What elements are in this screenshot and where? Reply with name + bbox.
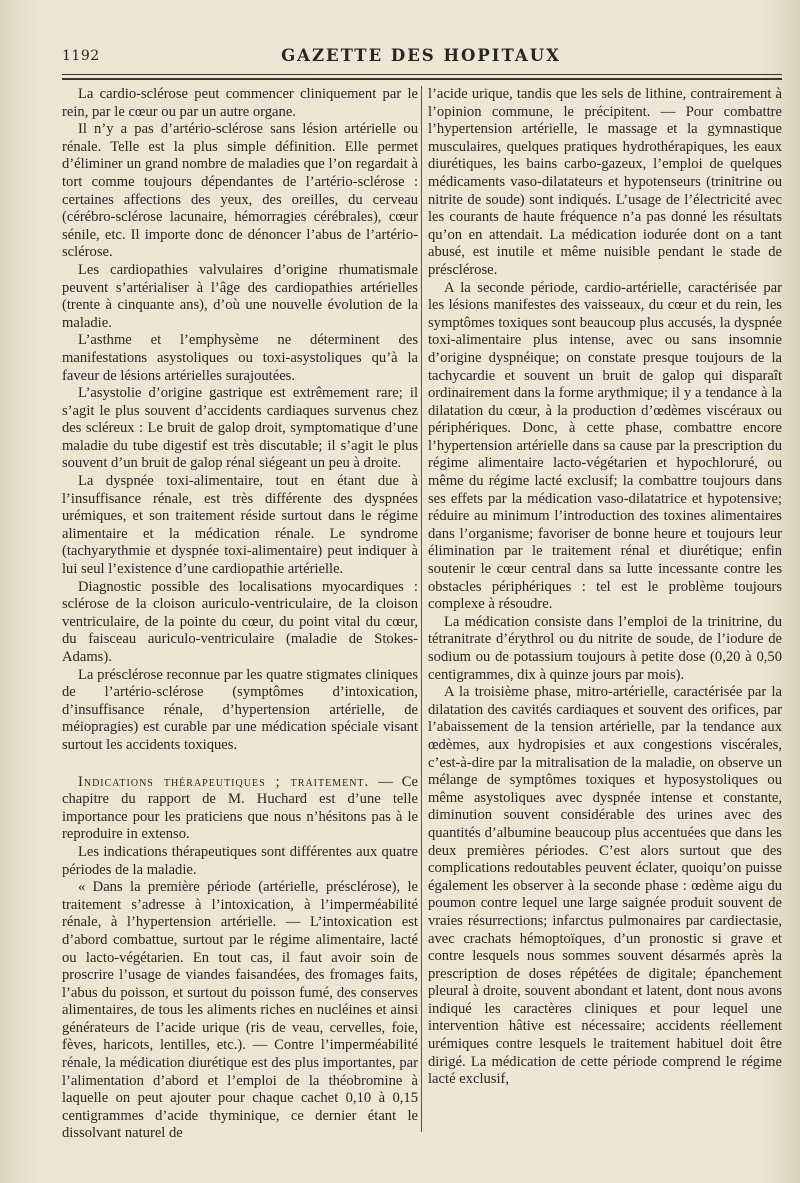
- running-title: GAZETTE DES HOPITAUX: [281, 46, 561, 65]
- page-header: [62, 46, 780, 72]
- section-heading-text: — Ce chapitre du rapport de M. Huchard est d’une telle importance pour les praticiens que nous n’hésitons pas à le reproduire in extenso.: [62, 773, 418, 843]
- paragraph: La dyspnée toxi-alimentaire, tout en étant due à l’insuffisance rénale, est très différente des dyspnées urémiques, et son traitement réside surtout dans le régime alimentaire et la médication rénale. Le syndrome (tachyarythmie et dyspnée toxi-alimentaire) peut indiquer à lui seul l’existence d’une cardiopathie artérielle.: [62, 473, 418, 578]
- paragraph: Les indications thérapeutiques sont différentes aux quatre périodes de la maladie.: [62, 843, 418, 878]
- header-rule-thick: [62, 78, 782, 80]
- paragraph: L’asthme et l’emphysème ne déterminent des manifestations asystoliques ou toxi-asystoliques qu’à la faveur de lésions artérielles surajoutées.: [62, 332, 418, 384]
- paragraph: La médication consiste dans l’emploi de la trinitrine, du tétranitrate d’érythrol ou du nitrite de soude, de l’iodure de sodium ou de potassium toujours à petite dose (0,20 à 0,50 centigrammes, dix à quinze jours par mois).: [428, 613, 782, 683]
- left-column: [62, 86, 418, 1143]
- right-column: [428, 86, 782, 1089]
- paragraph: Les cardiopathies valvulaires d’origine rhumatismale peuvent s’artérialiser à l’âge des cardiopathies artérielles (trente à cinquante ans), d’où une nouvelle évolution de la maladie.: [62, 261, 418, 331]
- page-number: 1192: [62, 48, 100, 64]
- column-divider: [421, 86, 422, 1132]
- header-rule: [62, 74, 782, 75]
- section-heading: Indications thérapeutiques ; traitement.: [78, 773, 370, 790]
- section-paragraph: [62, 774, 418, 844]
- paragraph: L’asystolie d’origine gastrique est extrêmement rare; il s’agit le plus souvent d’accidents cardiaques survenus chez des scléreux : Le bruit de galop droit, symptomatique d’une maladie du tube digestif est très discutable; il s’agit le plus souvent d’un bruit de galop rénal siégeant un peu à droite.: [62, 385, 418, 472]
- paragraph: Diagnostic possible des localisations myocardiques : sclérose de la cloison auriculo-ventriculaire, de la cloison ventriculaire, de la pointe du cœur, du point vital du cœur, du faisceau auriculo-ventriculaire (maladie de Stokes-Adams).: [62, 578, 418, 665]
- paragraph: La présclérose reconnue par les quatre stigmates cliniques de l’artério-sclérose (symptômes d’intoxication, d’insuffisance rénale, d’hypertension artérielle, de méiopragies) est curable par une médication spéciale visant surtout les accidents toxiques.: [62, 666, 418, 753]
- paragraph: A la seconde période, cardio-artérielle, caractérisée par les lésions manifestes des vaisseaux, du cœur et du rein, les symptômes toxiques sont beaucoup plus accusés, la dyspnée toxi-alimentaire plus intense, avec ou sans insomnie d’origine dyspnéique; on constate presque toujours de la tachycardie et souvent un bruit de galop qui disparaît ordinairement dans la forme arythmique; il y a tendance à la dilatation du cœur, à la production d’œdèmes viscéraux ou périphériques. Donc, à cette phase, combattre encore l’hypertension artérielle dans sa cause par la prescription du régime alimentaire lacto-végétarien et hypochloruré, ou même du régime lacté exclusif; la combattre toujours dans ses effets par la médication vaso-dilatatrice et hypotensive; réduire au minimum l’introduction des toxines alimentaires dans l’organisme; favoriser de bonne heure et toujours leur élimination par le traitement rénal et diurétique; enfin soutenir le cœur central dans sa lutte incessante contre les obstacles périphériques : tel est le problème toujours complexe à résoudre.: [428, 279, 782, 613]
- paragraph: A la troisième phase, mitro-artérielle, caractérisée par la dilatation des cavités cardiaques et souvent des orifices, par l’abaissement de la tension artérielle, par la tendance aux œdèmes, aux hydropisies et aux congestions viscérales, c’est-à-dire par la mitralisation de la maladie, on observe un mélange de symptômes toxiques et hyposystoliques ou même asystoliques avec dyspnée intense et constante, diminution souvent considérable des urines avec des quantités d’albumine beaucoup plus accentuées que dans les deux premières périodes. C’est alors surtout que des complications redoutables peuvent éclater, quoiqu’on puisse également les observer à la seconde phase : œdème aigu du poumon contre lequel une large saignée produit souvent de vraies résurrections; infarctus pulmonaires par cardiectasie, avec crachats hémoptoïques, d’un pronostic si grave et contre lesquels nous sommes souvent désarmés après la prescription de doses répétées de digitale; épanchement pleural à droite, souvent abondant et latent, dont nous avons indiqué les caractères cliniques et pour lequel une intervention hâtive est nécessaire; accidents réellement urémiques contre lesquels le traitement habituel doit être dirigé. La médication de cette période comprend le régime lacté exclusif,: [428, 684, 782, 1088]
- paragraph: La cardio-sclérose peut commencer cliniquement par le rein, par le cœur ou par un autre organe.: [62, 86, 418, 120]
- paragraph: Il n’y a pas d’artério-sclérose sans lésion artérielle ou rénale. Telle est la plus simple définition. Elle permet d’éliminer un grand nombre de maladies que l’on regardait à tort comme toujours dépendantes de l’artério-sclérose : certaines affections des yeux, des oreilles, du cerveau (cérébro-sclérose lacunaire, hémorragies cérébrales), cœur sénile, etc. Il importe donc de dénoncer l’abus de l’artério-sclérose.: [62, 121, 418, 261]
- paragraph: l’acide urique, tandis que les sels de lithine, contrairement à l’opinion commune, le précipitent. — Pour combattre l’hypertension artérielle, le massage et la gymnastique musculaires, quelques pratiques hydrothérapiques, les eaux diurétiques, les bains carbo-gazeux, l’emploi de quelques médicaments vaso-dilatateurs et hypotenseurs (trinitrine ou nitrite de soude) sont indiqués. L’usage de l’électricité avec les courants de haute fréquence n’a pas donné les résultats qu’on en attendait. La médication iodurée dont on a tant abusé, est inutile et même nuisible pendant le stade de présclérose.: [428, 86, 782, 278]
- paragraph: « Dans la première période (artérielle, présclérose), le traitement s’adresse à l’intoxication, à l’imperméabilité rénale, à l’hypertension artérielle. — L’intoxication est d’abord combattue, surtout par le régime alimentaire, lacté ou lacto-végétarien. En tout cas, il faut avoir soin de proscrire l’usage de viandes faisandées, des fromages faits, l’abus du poisson, et surtout du poisson fumé, des conserves alimentaires, de tous les aliments riches en nucléines et ainsi générateurs de l’acide urique (ris de veau, cervelles, foie, fèves, haricots, lentilles, etc.). — Contre l’imperméabilité rénale, la médication diurétique est des plus importantes, par l’alimentation d’abord et l’emploi de la théobromine à laquelle on peut ajouter pour chaque cachet 0,10 à 0,15 centigrammes d’acide thyminique, ce dernier étant le dissolvant naturel de: [62, 879, 418, 1142]
